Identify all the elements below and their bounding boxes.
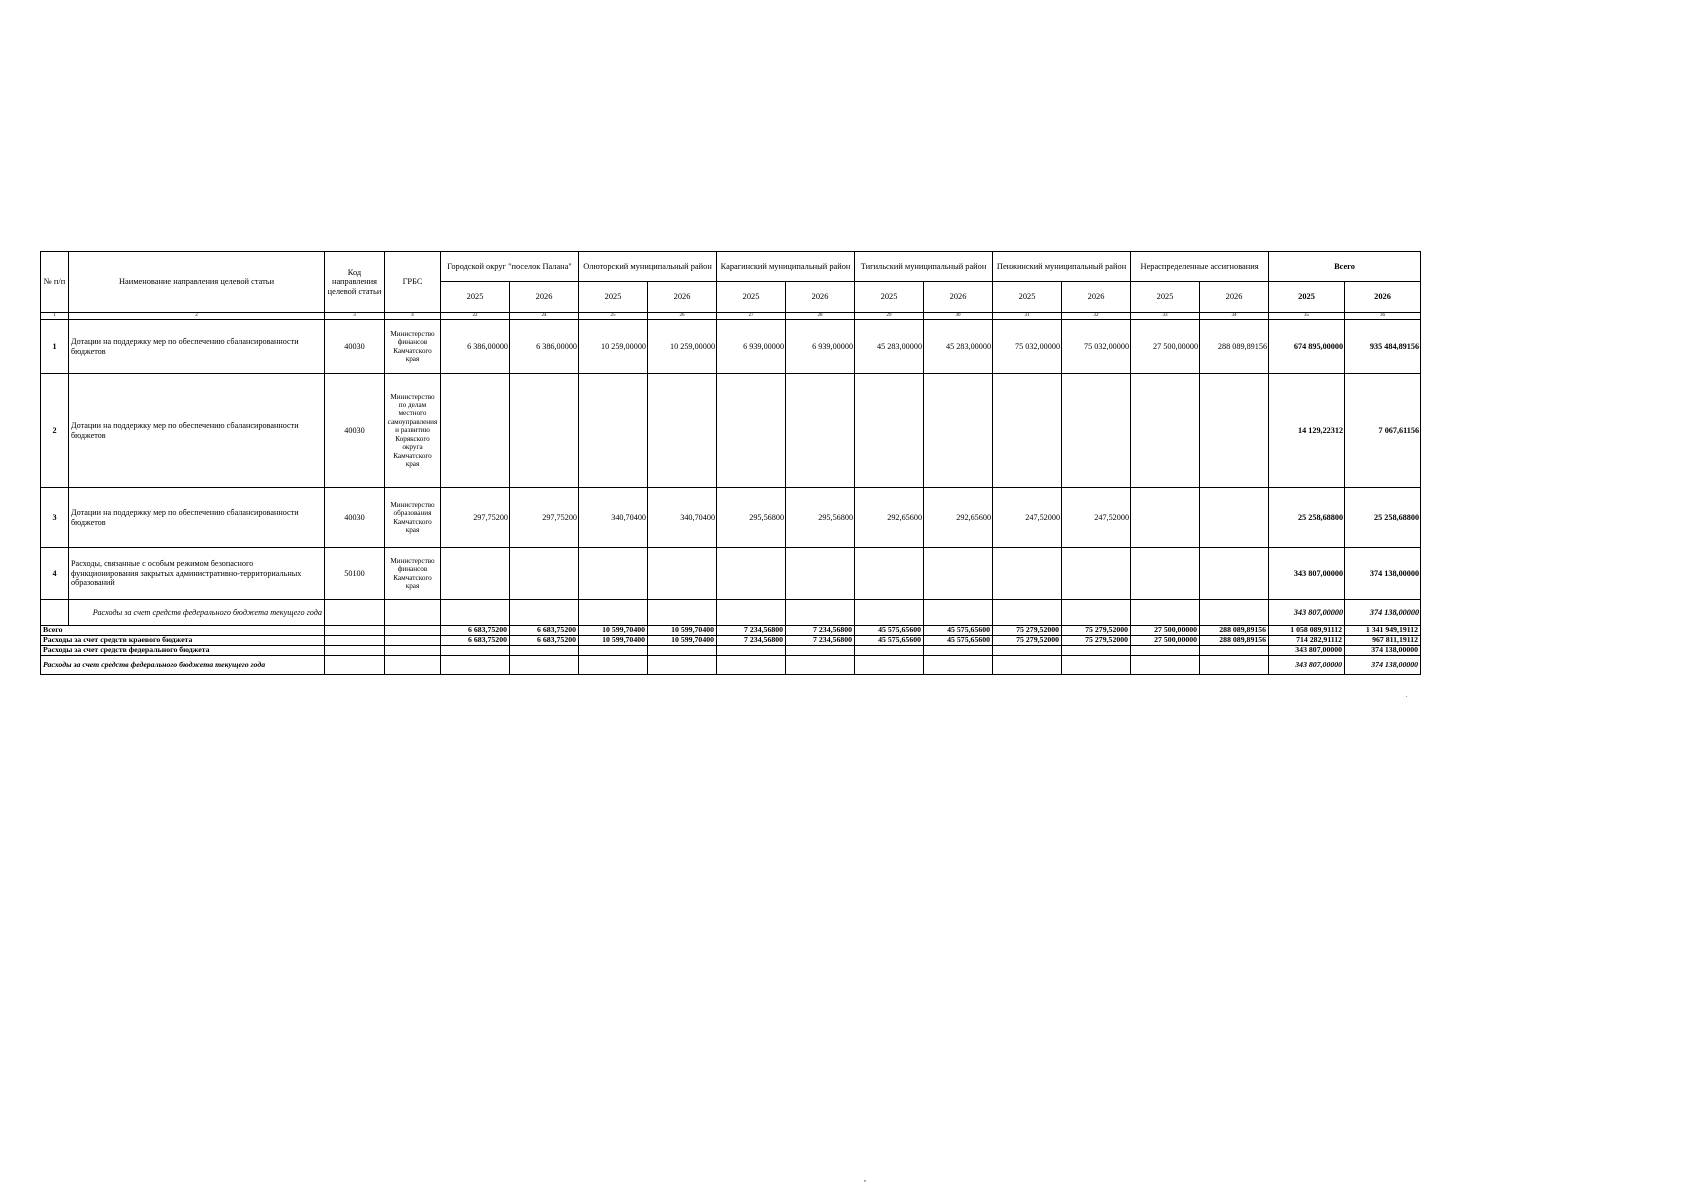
header-year: 2025: [717, 282, 786, 313]
summary-value: [510, 656, 579, 675]
summary-value: [1062, 656, 1131, 675]
summary-row: [41, 636, 1421, 646]
summary-value: 10 599,70400: [579, 636, 648, 646]
header-group-penzhinsky: Пенжинский муниципальный район: [993, 252, 1131, 282]
header-year: 2026: [924, 282, 993, 313]
summary-value: 10 599,70400: [579, 626, 648, 636]
row-value: [1200, 374, 1269, 488]
summary-row: [41, 626, 1421, 636]
row-value: [441, 548, 510, 600]
summary-value: [1200, 646, 1269, 656]
summary-total-value: 374 138,00000: [1345, 646, 1421, 656]
empty-cell: [855, 600, 924, 626]
header-year: 2025: [1131, 282, 1200, 313]
row-value: 288 089,89156: [1200, 320, 1269, 374]
summary-value: [993, 656, 1062, 675]
row-value: 340,70400: [648, 488, 717, 548]
row-value: 6 939,00000: [786, 320, 855, 374]
header-year: 2025: [855, 282, 924, 313]
empty-cell: [1200, 600, 1269, 626]
empty-cell: [1062, 600, 1131, 626]
row-value: [993, 548, 1062, 600]
row-value: [1200, 488, 1269, 548]
row-number: 3: [41, 488, 69, 548]
summary-value: 7 234,56800: [717, 626, 786, 636]
summary-value: [579, 646, 648, 656]
empty-cell: [385, 636, 441, 646]
row-total-value: 343 807,00000: [1269, 548, 1345, 600]
summary-total-value: 1 058 089,91112: [1269, 626, 1345, 636]
header-year: 2026: [786, 282, 855, 313]
summary-value: 7 234,56800: [717, 636, 786, 646]
federal-subrow-label: Расходы за счет средств федерального бюджета текущего года: [69, 600, 325, 626]
header-year: 2026: [510, 282, 579, 313]
table-row: [41, 320, 1421, 374]
summary-total-value: 1 341 949,19112: [1345, 626, 1421, 636]
header-group-total: Всего: [1269, 252, 1421, 282]
table-row: [41, 548, 1421, 600]
empty-cell: [786, 600, 855, 626]
column-index: 24: [510, 313, 579, 320]
row-value: 10 259,00000: [579, 320, 648, 374]
summary-value: [510, 646, 579, 656]
budget-table: [40, 251, 1421, 675]
row-total-value: 7 067,61156: [1345, 374, 1421, 488]
row-value: 75 032,00000: [1062, 320, 1131, 374]
column-index: 4: [385, 313, 441, 320]
summary-label: Расходы за счет средств федерального бюджета: [41, 646, 325, 656]
row-value: [1131, 548, 1200, 600]
summary-total-value: 343 807,00000: [1269, 656, 1345, 675]
row-value: 297,75200: [510, 488, 579, 548]
row-value: 6 939,00000: [717, 320, 786, 374]
column-index: 27: [717, 313, 786, 320]
empty-cell: [510, 600, 579, 626]
row-value: [924, 374, 993, 488]
summary-total-value: 343 807,00000: [1269, 646, 1345, 656]
row-value: [1200, 548, 1269, 600]
row-value: 247,52000: [1062, 488, 1131, 548]
row-value: [1062, 374, 1131, 488]
header-group-karaginsky: Карагинский муниципальный район: [717, 252, 855, 282]
summary-value: [441, 656, 510, 675]
summary-value: 75 279,52000: [1062, 636, 1131, 646]
header-year: 2026: [1345, 282, 1421, 313]
summary-value: 10 599,70400: [648, 626, 717, 636]
summary-total-value: 374 138,00000: [1345, 656, 1421, 675]
row-value: 340,70400: [579, 488, 648, 548]
header-group-tigilsky: Тигильский муниципальный район: [855, 252, 993, 282]
summary-value: [786, 656, 855, 675]
header-name: Наименование направления целевой статьи: [69, 252, 325, 313]
row-value: [648, 548, 717, 600]
empty-cell: [385, 656, 441, 675]
budget-table-sheet: [40, 251, 1420, 675]
row-value: [1131, 374, 1200, 488]
page-mark: .: [1406, 693, 1408, 699]
row-code: 40030: [325, 488, 385, 548]
column-index: 32: [1062, 313, 1131, 320]
summary-value: [1062, 646, 1131, 656]
row-total-value: 25 258,68800: [1345, 488, 1421, 548]
summary-value: [1131, 656, 1200, 675]
header-group-olyutorsky: Олюторский муниципальный район: [579, 252, 717, 282]
summary-value: 7 234,56800: [786, 636, 855, 646]
column-index: 3: [325, 313, 385, 320]
header-year: 2025: [993, 282, 1062, 313]
summary-row: [41, 656, 1421, 675]
summary-value: 45 575,65600: [855, 626, 924, 636]
empty-cell: [325, 636, 385, 646]
column-index: 1: [41, 313, 69, 320]
empty-cell: [325, 600, 385, 626]
row-value: 6 386,00000: [441, 320, 510, 374]
row-value: 247,52000: [993, 488, 1062, 548]
row-code: 50100: [325, 548, 385, 600]
row-value: [786, 374, 855, 488]
summary-value: 288 089,89156: [1200, 626, 1269, 636]
column-index: 22: [441, 313, 510, 320]
column-index: 29: [855, 313, 924, 320]
column-index: 35: [1269, 313, 1345, 320]
row-value: [993, 374, 1062, 488]
summary-value: [717, 656, 786, 675]
summary-value: 45 575,65600: [855, 636, 924, 646]
row-grbs: Министерство образования Камчатского края: [385, 488, 441, 548]
header-code: Код направления целевой статьи: [325, 252, 385, 313]
summary-value: 75 279,52000: [993, 626, 1062, 636]
summary-value: 45 575,65600: [924, 636, 993, 646]
empty-cell: [717, 600, 786, 626]
summary-value: [924, 646, 993, 656]
empty-cell: [325, 656, 385, 675]
table-row: [41, 374, 1421, 488]
summary-value: [993, 646, 1062, 656]
summary-value: 10 599,70400: [648, 636, 717, 646]
summary-value: [1200, 656, 1269, 675]
row-name: Дотации на поддержку мер по обеспечению сбалансированности бюджетов: [69, 488, 325, 548]
header-year: 2026: [648, 282, 717, 313]
row-value: [855, 548, 924, 600]
summary-value: [441, 646, 510, 656]
row-value: [1131, 488, 1200, 548]
column-index: 36: [1345, 313, 1421, 320]
summary-value: [924, 656, 993, 675]
row-code: 40030: [325, 320, 385, 374]
summary-value: 75 279,52000: [993, 636, 1062, 646]
summary-value: 6 683,75200: [441, 626, 510, 636]
summary-value: [648, 656, 717, 675]
header-group-palana: Городской округ "поселок Палана": [441, 252, 579, 282]
header-grbs: ГРБС: [385, 252, 441, 313]
summary-row: [41, 646, 1421, 656]
row-value: [579, 548, 648, 600]
summary-value: [855, 656, 924, 675]
footer-mark: ,: [864, 1174, 866, 1183]
row-number: 2: [41, 374, 69, 488]
row-name: Дотации на поддержку мер по обеспечению сбалансированности бюджетов: [69, 320, 325, 374]
row-value: [717, 548, 786, 600]
column-index: 25: [579, 313, 648, 320]
header-year: 2025: [1269, 282, 1345, 313]
row-value: 297,75200: [441, 488, 510, 548]
row-name: Дотации на поддержку мер по обеспечению сбалансированности бюджетов: [69, 374, 325, 488]
row-value: 295,56800: [786, 488, 855, 548]
header-year: 2025: [441, 282, 510, 313]
column-index: 26: [648, 313, 717, 320]
summary-value: [579, 656, 648, 675]
row-value: [786, 548, 855, 600]
column-index: 28: [786, 313, 855, 320]
column-index: 2: [69, 313, 325, 320]
row-grbs: Министерство финансов Камчатского края: [385, 320, 441, 374]
row-name: Расходы, связанные с особым режимом безопасного функционирования закрытых административно-территориальных образований: [69, 548, 325, 600]
row-code: 40030: [325, 374, 385, 488]
row-total-value: 14 129,22312: [1269, 374, 1345, 488]
column-index: 30: [924, 313, 993, 320]
column-index: 33: [1131, 313, 1200, 320]
header-year: 2026: [1062, 282, 1131, 313]
federal-subrow: [41, 600, 1421, 626]
column-index: 34: [1200, 313, 1269, 320]
row-value: 27 500,00000: [1131, 320, 1200, 374]
summary-value: 45 575,65600: [924, 626, 993, 636]
row-number: 1: [41, 320, 69, 374]
federal-subrow-total: 343 807,00000: [1269, 600, 1345, 626]
row-value: 45 283,00000: [855, 320, 924, 374]
summary-value: [786, 646, 855, 656]
summary-value: [648, 646, 717, 656]
row-value: 45 283,00000: [924, 320, 993, 374]
summary-value: 288 089,89156: [1200, 636, 1269, 646]
summary-value: 7 234,56800: [786, 626, 855, 636]
row-value: 6 386,00000: [510, 320, 579, 374]
row-value: [717, 374, 786, 488]
row-value: 10 259,00000: [648, 320, 717, 374]
header-year: 2026: [1200, 282, 1269, 313]
header-year: 2025: [579, 282, 648, 313]
row-value: [1062, 548, 1131, 600]
header-group-unallocated: Нераспределенные ассигнования: [1131, 252, 1269, 282]
empty-cell: [579, 600, 648, 626]
table-row: [41, 488, 1421, 548]
row-value: 292,65600: [855, 488, 924, 548]
summary-value: 6 683,75200: [510, 626, 579, 636]
empty-cell: [993, 600, 1062, 626]
empty-cell: [385, 600, 441, 626]
row-value: 292,65600: [924, 488, 993, 548]
row-total-value: 674 895,00000: [1269, 320, 1345, 374]
row-grbs: Министерство по делам местного самоуправления и развитию Корякского округа Камчатского края: [385, 374, 441, 488]
summary-value: 27 500,00000: [1131, 626, 1200, 636]
row-value: [510, 548, 579, 600]
row-total-value: 25 258,68800: [1269, 488, 1345, 548]
summary-value: [717, 646, 786, 656]
summary-value: 6 683,75200: [441, 636, 510, 646]
summary-value: 6 683,75200: [510, 636, 579, 646]
row-total-value: 374 138,00000: [1345, 548, 1421, 600]
row-value: [441, 374, 510, 488]
row-grbs: Министерство финансов Камчатского края: [385, 548, 441, 600]
summary-label: Расходы за счет средств краевого бюджета: [41, 636, 325, 646]
empty-cell: [1131, 600, 1200, 626]
summary-label: Всего: [41, 626, 325, 636]
row-value: [855, 374, 924, 488]
summary-value: [855, 646, 924, 656]
empty-cell: [385, 646, 441, 656]
summary-value: [1131, 646, 1200, 656]
summary-value: 27 500,00000: [1131, 636, 1200, 646]
column-index: 31: [993, 313, 1062, 320]
row-value: 295,56800: [717, 488, 786, 548]
empty-cell: [648, 600, 717, 626]
row-value: [648, 374, 717, 488]
row-value: [924, 548, 993, 600]
summary-total-value: 967 811,19112: [1345, 636, 1421, 646]
empty-cell: [41, 600, 69, 626]
empty-cell: [924, 600, 993, 626]
empty-cell: [441, 600, 510, 626]
header-no: № п/п: [41, 252, 69, 313]
row-value: [510, 374, 579, 488]
federal-subrow-total: 374 138,00000: [1345, 600, 1421, 626]
row-value: 75 032,00000: [993, 320, 1062, 374]
row-number: 4: [41, 548, 69, 600]
empty-cell: [325, 626, 385, 636]
summary-label: Расходы за счет средств федерального бюджета текущего года: [41, 656, 325, 675]
row-total-value: 935 484,89156: [1345, 320, 1421, 374]
row-value: [579, 374, 648, 488]
summary-total-value: 714 282,91112: [1269, 636, 1345, 646]
summary-value: 75 279,52000: [1062, 626, 1131, 636]
column-index-row: [41, 313, 1421, 320]
empty-cell: [385, 626, 441, 636]
empty-cell: [325, 646, 385, 656]
